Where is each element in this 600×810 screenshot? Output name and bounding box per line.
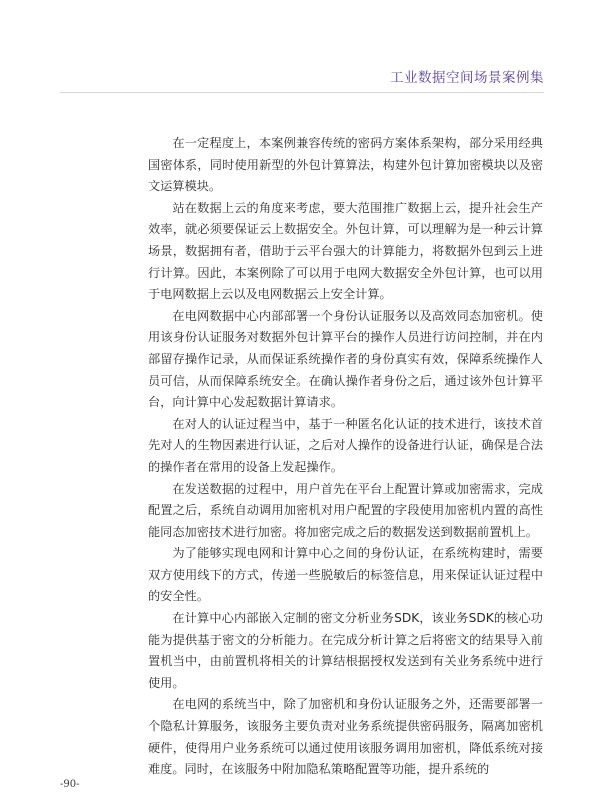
body-text (148, 133, 543, 781)
page-number: -90- (60, 779, 80, 790)
paragraph-6: 为了能够实现电网和计算中心之间的身份认证，在系统构建时，需要双方使用线下的方式，传递一些脱敏后的标签信息，用来保证认证过程中的安全性。 (148, 546, 543, 604)
paragraph-3: 在电网数据中心内部部署一个身份认证服务以及高效同态加密机。使用该身份认证服务对数据外包计算平台的操作人员进行访问控制，并在内部留存操作记录，从而保证系统操作者的身份真实有效，保障系统操作人员可信，从而保障系统安全。在确认操作者身份之后，通过该外包计算平台，向计算中心发起数据计算请求。 (148, 308, 543, 410)
running-header-title: 工业数据空间场景案例集 (390, 70, 544, 86)
paragraph-4: 在对人的认证过程当中，基于一种匿名化认证的技术进行，该技术首先对人的生物因素进行认证，之后对人操作的设备进行认证，确保是合法的操作者在常用的设备上发起操作。 (148, 416, 543, 474)
paragraph-5: 在发送数据的过程中，用户首先在平台上配置计算或加密需求，完成配置之后，系统自动调用加密机对用户配置的字段使用加密机内置的高性能同态加密技术进行加密。将加密完成之后的数据发送到数据前置机上。 (148, 481, 543, 539)
header-divider (60, 92, 544, 93)
paragraph-8: 在电网的系统当中，除了加密机和身份认证服务之外，还需要部署一个隐私计算服务，该服务主要负责对业务系统提供密码服务，隔离加密机硬件，使得用户业务系统可以通过使用该服务调用加密机，降低系统对接难度。同时，在该服务中附加隐私策略配置等功能，提升系统的 (148, 697, 543, 777)
paragraph-7: 在计算中心内部嵌入定制的密文分析业务SDK，该业务SDK的核心功能为提供基于密文的分析能力。在完成分析计算之后将密文的结果导入前置机当中，由前置机将相关的计算结根据授权发送到有关业务系统中进行使用。 (148, 611, 543, 690)
paragraph-2: 站在数据上云的角度来考虑，要大范围推广数据上云，提升社会生产效率，就必须要保证云上数据安全。外包计算，可以理解为是一种云计算场景，数据拥有者，借助于云平台强大的计算能力，将数据外包到云上进行计算。因此，本案例除了可以用于电网大数据安全外包计算，也可以用于电网数据上云以及电网数据云上安全计算。 (148, 200, 543, 302)
paragraph-1: 在一定程度上，本案例兼容传统的密码方案体系架构，部分采用经典国密体系，同时使用新型的外包计算算法，构建外包计算加密模块以及密文运算模块。 (148, 136, 543, 194)
